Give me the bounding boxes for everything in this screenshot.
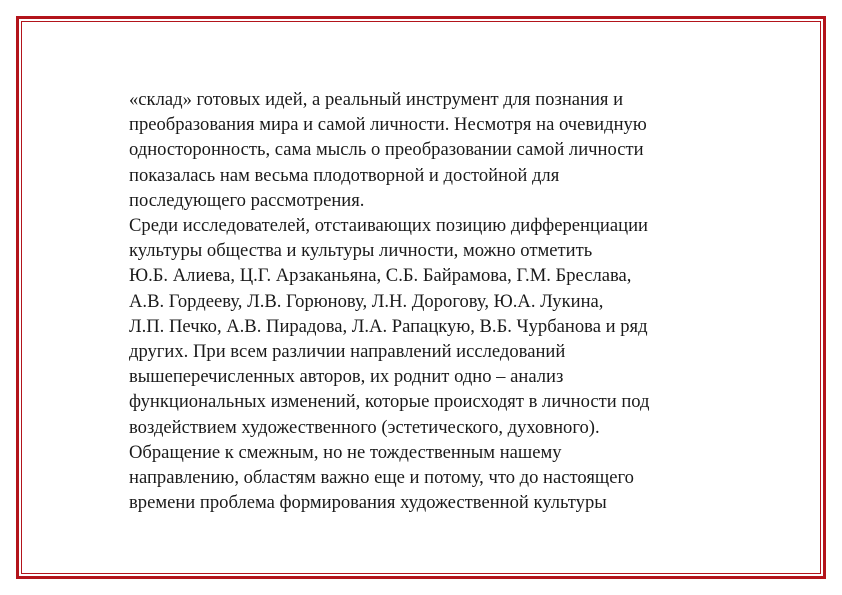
text-line: последующего рассмотрения.	[129, 189, 365, 211]
text-line: преобразования мира и самой личности. Несмотря на очевидную	[129, 114, 647, 136]
text-line: вышеперечисленных авторов, их роднит одно – анализ	[129, 366, 564, 388]
text-line: Среди исследователей, отстаивающих позицию дифференциации	[129, 215, 648, 237]
text-line: направлению, областям важно еще и потому, что до настоящего	[129, 467, 634, 489]
text-line: односторонность, сама мысль о преобразовании самой личности	[129, 139, 644, 161]
text-line: показалась нам весьма плодотворной и достойной для	[129, 164, 560, 186]
text-line: Л.П. Печко, А.В. Пирадова, Л.А. Рапацкую, В.Б. Чурбанова и ряд	[129, 315, 648, 337]
text-line: А.В. Гордееву, Л.В. Горюнову, Л.Н. Дорогову, Ю.А. Лукина,	[129, 290, 604, 312]
text-line: Обращение к смежным, но не тождественным нашему	[129, 441, 562, 463]
text-line: времени проблема формирования художественной культуры	[129, 492, 607, 514]
text-line: «склад» готовых идей, а реальный инструмент для познания и	[129, 89, 624, 110]
text-line: воздействием художественного (эстетического, духовного).	[129, 416, 600, 438]
document-text	[129, 87, 759, 515]
text-line: культуры общества и культуры личности, можно отметить	[129, 240, 593, 262]
text-line: функциональных изменений, которые происходят в личности под	[129, 391, 650, 413]
text-line: Ю.Б. Алиева, Ц.Г. Арзаканьяна, С.Б. Байрамова, Г.М. Бреслава,	[129, 265, 632, 287]
text-line: других. При всем различии направлений исследований	[129, 341, 566, 363]
